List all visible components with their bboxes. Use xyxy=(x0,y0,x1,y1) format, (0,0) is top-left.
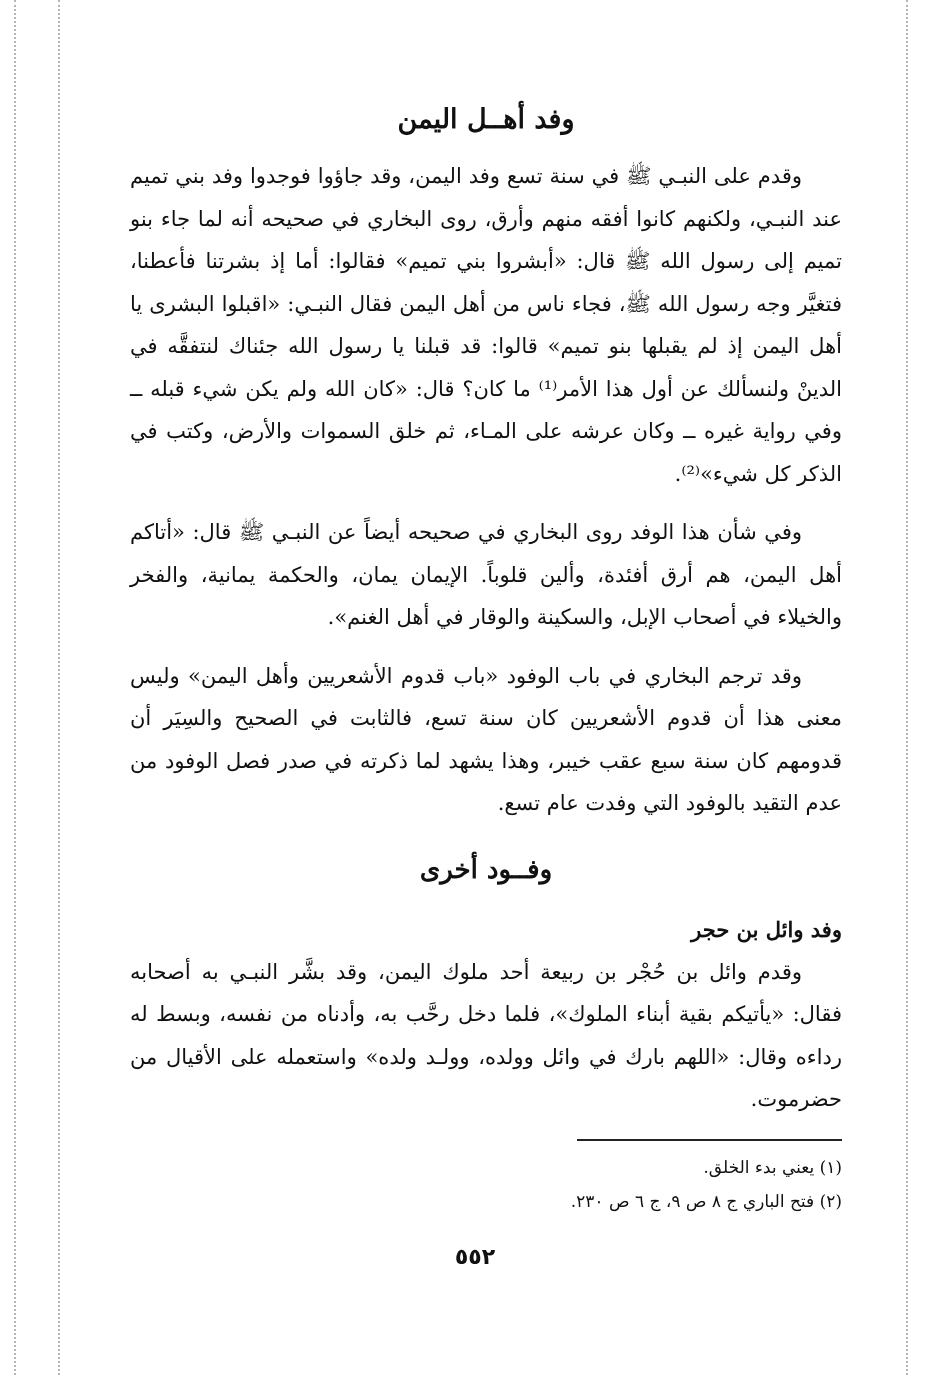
page-number: ٥٥٢ xyxy=(454,1245,496,1270)
footnote-1: (١) يعني بدء الخلق. xyxy=(703,1157,842,1178)
footnote-2: (٢) فتح الباري ج ٨ ص ٩، ج ٦ ص ٢٣٠. xyxy=(570,1191,842,1212)
paragraph-3: وقد ترجم البخاري في باب الوفود «باب قدوم الأشعريين وأهل اليمن» وليس معنى هذا أن قدوم الأشعريين كان سنة تسع، فالثابت في الصحيح والسِيَر أن قدومهم كان سنة سبع عقب خيبر، وهذا يشهد لما ذكرته في صدر فصل الوفود من عدم التقيد بالوفود التي وفدت عام تسع. xyxy=(130,663,842,815)
paragraph-2: وفي شأن هذا الوفد روى البخاري في صحيحه أيضاً عن النبـي ﷺ قال: «أتاكم أهل اليمن، هم أرق أفئدة، وألين قلوباً. الإيمان يمان، والحكمة يمانية، والفخر والخيلاء في أصحاب الإبل، والسكينة والوقار في أهل الغنم». xyxy=(130,520,842,629)
subheading: وفد وائل بن حجر xyxy=(691,916,842,942)
document-page xyxy=(130,95,842,1219)
section-title: وفــود أخرى xyxy=(419,854,553,885)
right-margin-dots xyxy=(906,0,908,1375)
page-title: وفد أهــل اليمن xyxy=(397,104,575,135)
footnote-divider xyxy=(577,1139,842,1141)
left-margin-dots-inner xyxy=(58,0,60,1375)
left-margin-dots xyxy=(14,0,16,1375)
paragraph-wail: وقدم وائل بن حُجْر بن ربيعة أحد ملوك اليمن، وقد بشَّر النبـي به أصحابه فقال: «يأتيكم بقية أبناء الملوك»، فلما دخل رحَّب به، وأدناه من نفسه، وبسط له رداءه وقال: «اللهم بارك في وائل وولده، وولـد ولده» واستعمله على الأقيال من حضرموت. xyxy=(130,959,842,1111)
paragraph-1: وقدم على النبـي ﷺ في سنة تسع وفد اليمن، وقد جاؤوا فوجدوا وفد بني تميم عند النبـي، ولكنهم كانوا أفقه منهم وأرق، روى البخاري في صحيحه أنه لما جاء بنو تميم إلى رسول الله ﷺ قال: «أبشروا بني تميم» فقالوا: أما إذ بشرتنا فأعطنا، فتغيَّر وجه رسول الله ﷺ، فجاء ناس من أهل اليمن فقال النبـي: «اقبلوا البشرى يا أهل اليمن إذ لم يقبلها بنو تميم» قالوا: قد قبلنا يا رسول الله جئناك لنتفقَّه في الدينْ ولنسألك عن أول هذا الأمر⁽¹⁾ ما كان؟ قال: «كان الله ولم يكن شيء قبله ــ وفي رواية غيره ــ وكان عرشه على المـاء، ثم خلق السموات والأرض، وكتب في الذكر كل شيء»⁽²⁾. xyxy=(130,164,842,486)
